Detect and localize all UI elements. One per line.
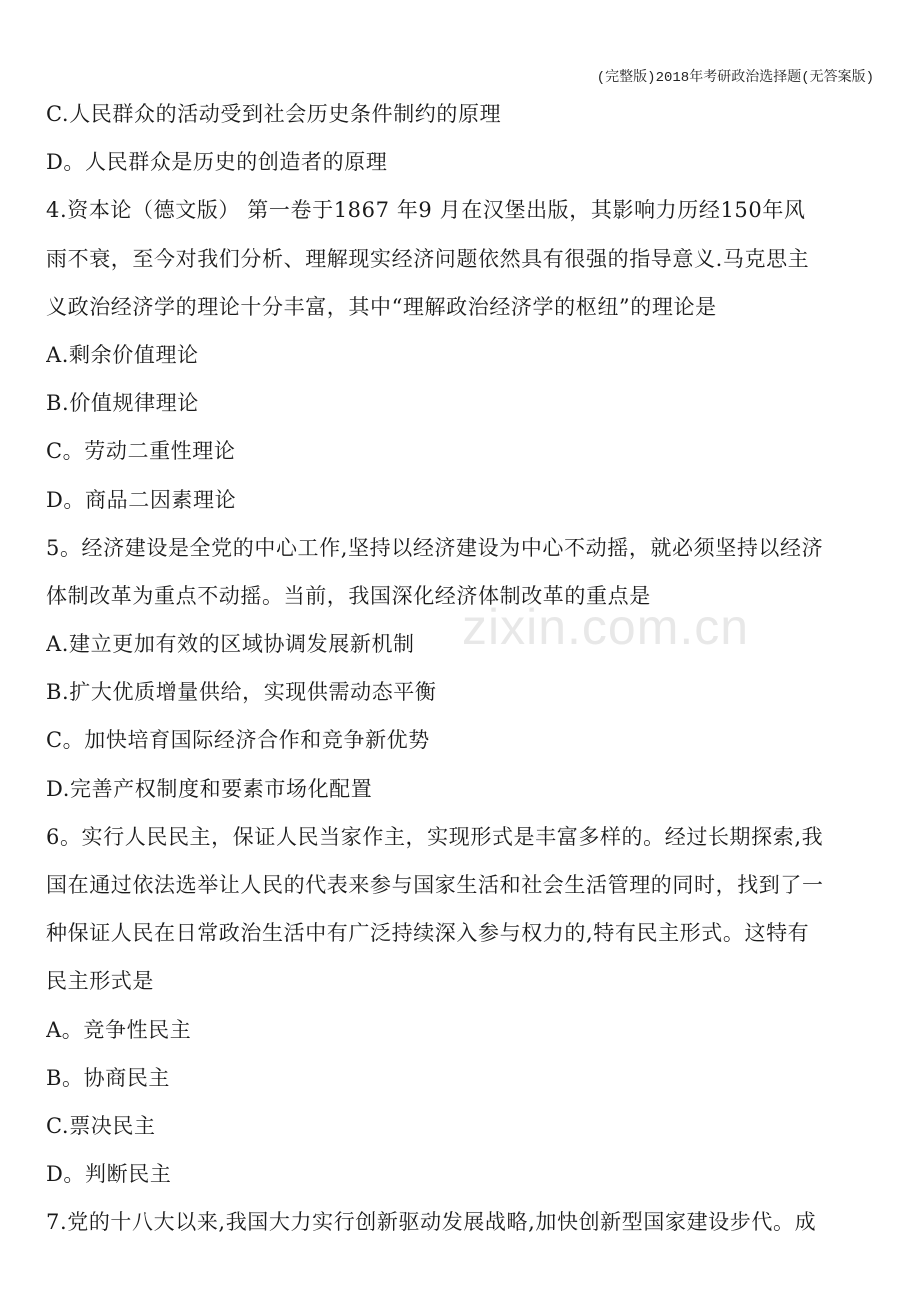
watermark: zixin.com.cn [462, 599, 750, 655]
text-line: 民主形式是 [46, 969, 154, 994]
text-line: D。人民群众是历史的创造者的原理 [46, 150, 388, 175]
text-line: 7.党的十八大以来,我国大力实行创新驱动发展战略,加快创新型国家建设步代。成 [46, 1210, 817, 1235]
text-line: 6。实行人民民主，保证人民当家作主，实现形式是丰富多样的。经过长期探索,我 [46, 824, 824, 849]
text-line: 4.资本论（德文版） 第一卷于1867 年9 月在汉堡出版，其影响力历经150年风 [46, 198, 806, 223]
text-line: 体制改革为重点不动摇。当前，我国深化经济体制改革的重点是 [46, 583, 651, 608]
text-line: C.人民群众的活动受到社会历史条件制约的原理 [46, 102, 502, 126]
option-line: C.票决民主 [46, 1113, 156, 1138]
option-line: A。竞争性民主 [46, 1017, 192, 1042]
option-line: B.扩大优质增量供给，实现供需动态平衡 [46, 680, 437, 705]
text-line: 种保证人民在日常政治生活中有广泛持续深入参与权力的,特有民主形式。这特有 [46, 921, 810, 946]
option-line: C。劳动二重性理论 [46, 439, 236, 464]
option-line: B.价值规律理论 [46, 391, 199, 416]
document-body [46, 90, 882, 1247]
option-line: C。加快培育国际经济合作和竞争新优势 [46, 728, 430, 753]
option-line: D。判断民主 [46, 1162, 172, 1187]
option-line: A.建立更加有效的区域协调发展新机制 [46, 632, 415, 657]
option-line: A.剩余价值理论 [46, 342, 199, 367]
text-line: 国在通过依法选举让人民的代表来参与国家生活和社会生活管理的同时，找到了一 [46, 873, 824, 897]
page-header: (完整版)2018年考研政治选择题(无答案版) [596, 70, 874, 86]
text-line: 雨不衰，至今对我们分析、理解现实经济问题依然具有很强的指导意义.马克思主 [46, 246, 810, 271]
option-line: D.完善产权制度和要素市场化配置 [46, 776, 373, 801]
option-line: D。商品二因素理论 [46, 487, 237, 512]
text-line: 5。经济建设是全党的中心工作,坚持以经济建设为中心不动摇，就必须坚持以经济 [46, 535, 824, 560]
option-line: B。协商民主 [46, 1065, 171, 1090]
text-line: 义政治经济学的理论十分丰富，其中“理解政治经济学的枢纽”的理论是 [46, 294, 717, 319]
